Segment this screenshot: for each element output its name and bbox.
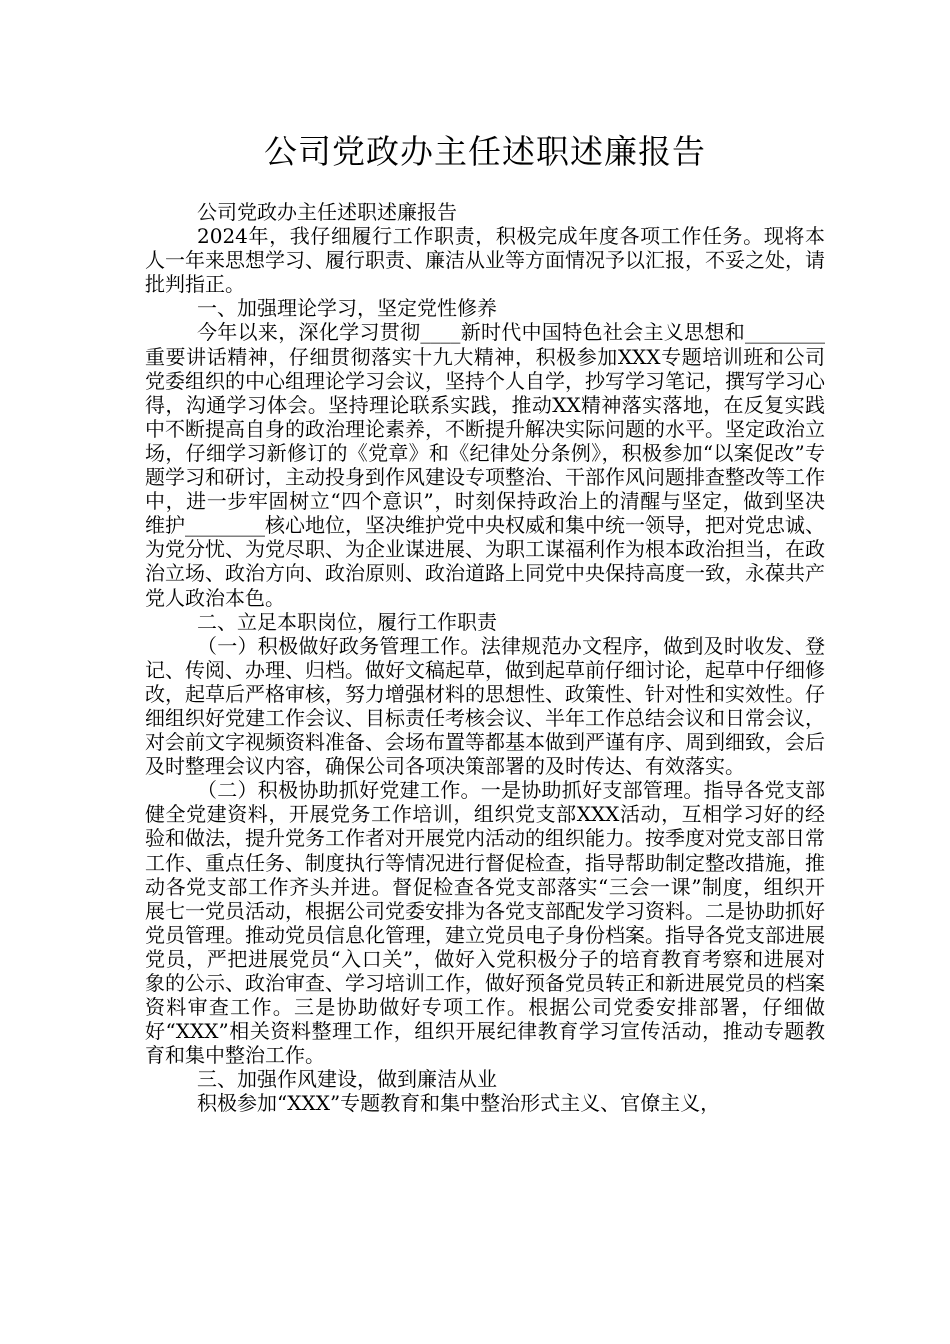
body-paragraph-admin-work: （一）积极做好政务管理工作。法律规范办文程序，做到及时收发、登记、传阅、办理、归档。做好文稿起草，做到起草前仔细讨论，起草中仔细修改，起草后严格审核，努力增强材料的思想性、政策性、针对性和实效性。仔细组织好党建工作会议、目标责任考核会议、半年工作总结会议和日常会议，对会前文字视频资料准备、会场布置等都基本做到严谨有序、周到细致，会后及时整理会议内容，确保公司各项决策部署的及时传达、有效落实。 [145,633,825,779]
document-body [145,200,825,1116]
section-heading-2: 二、立足本职岗位，履行工作职责 [197,609,497,634]
section-heading-3: 三、加强作风建设，做到廉洁从业 [197,1067,497,1092]
document-title: 公司党政办主任述职述廉报告 [264,132,706,171]
body-paragraph-party-building: （二）积极协助抓好党建工作。一是协助抓好支部管理。指导各党支部健全党建资料，开展党务工作培训，组织党支部XXX活动，互相学习好的经验和做法，提升党务工作者对开展党内活动的组织能力。按季度对党支部日常工作、重点任务、制度执行等情况进行督促检查，指导帮助制定整改措施，推动各党支部工作齐头并进。督促检查各党支部落实“三会一课”制度，组织开展七一党员活动，根据公司党委安排为各党支部配发学习资料。二是协助抓好党员管理。推动党员信息化管理，建立党员电子身份档案。指导各党支部进展党员，严把进展党员“入口关”，做好入党积极分子的培育教育考察和进展对象的公示、政治审查、学习培训工作，做好预备党员转正和新进展党员的档案资料审查工作。三是协助做好专项工作。根据公司党委安排部署，仔细做好“XXX”相关资料整理工作，组织开展纪律教育学习宣传活动，推动专题教育和集中整治工作。 [145,778,825,1068]
document-page [145,124,825,1116]
body-paragraph-intro: 2024年，我仔细履行工作职责，积极完成年度各项工作任务。现将本人一年来思想学习、履行职责、廉洁从业等方面情况予以汇报，不妥之处，请批判指正。 [145,224,825,297]
body-paragraph-report-name: 公司党政办主任述职述廉报告 [197,200,457,224]
body-paragraph-integrity: 积极参加“XXX”专题教育和集中整治形式主义、官僚主义， [197,1091,721,1116]
body-paragraph-theory-study: 今年以来，深化学习贯彻____新时代中国特色社会主义思想和________重要讲话精神，仔细贯彻落实十九大精神，积极参加XXX专题培训班和公司党委组织的中心组理论学习会议，坚持个人自学，抄写学习笔记，撰写学习心得，沟通学习体会。坚持理论联系实践，推动XX精神落实落地，在反复实践中不断提高自身的政治理论素养，不断提升解决实际问题的水平。坚定政治立场，仔细学习新修订的《党章》和《纪律处分条例》，积极参加“以案促改”专题学习和研讨，主动投身到作风建设专项整治、干部作风问题排查整改等工作中，进一步牢固树立“四个意识”，时刻保持政治上的清醒与坚定，做到坚决维护________核心地位，坚决维护党中央权威和集中统一领导，把对党忠诚、为党分忧、为党尽职、为企业谋进展、为职工谋福利作为根本政治担当，在政治立场、政治方向、政治原则、政治道路上同党中央保持高度一致，永葆共产党人政治本色。 [145,320,825,610]
section-heading-1: 一、加强理论学习，坚定党性修养 [197,296,497,321]
